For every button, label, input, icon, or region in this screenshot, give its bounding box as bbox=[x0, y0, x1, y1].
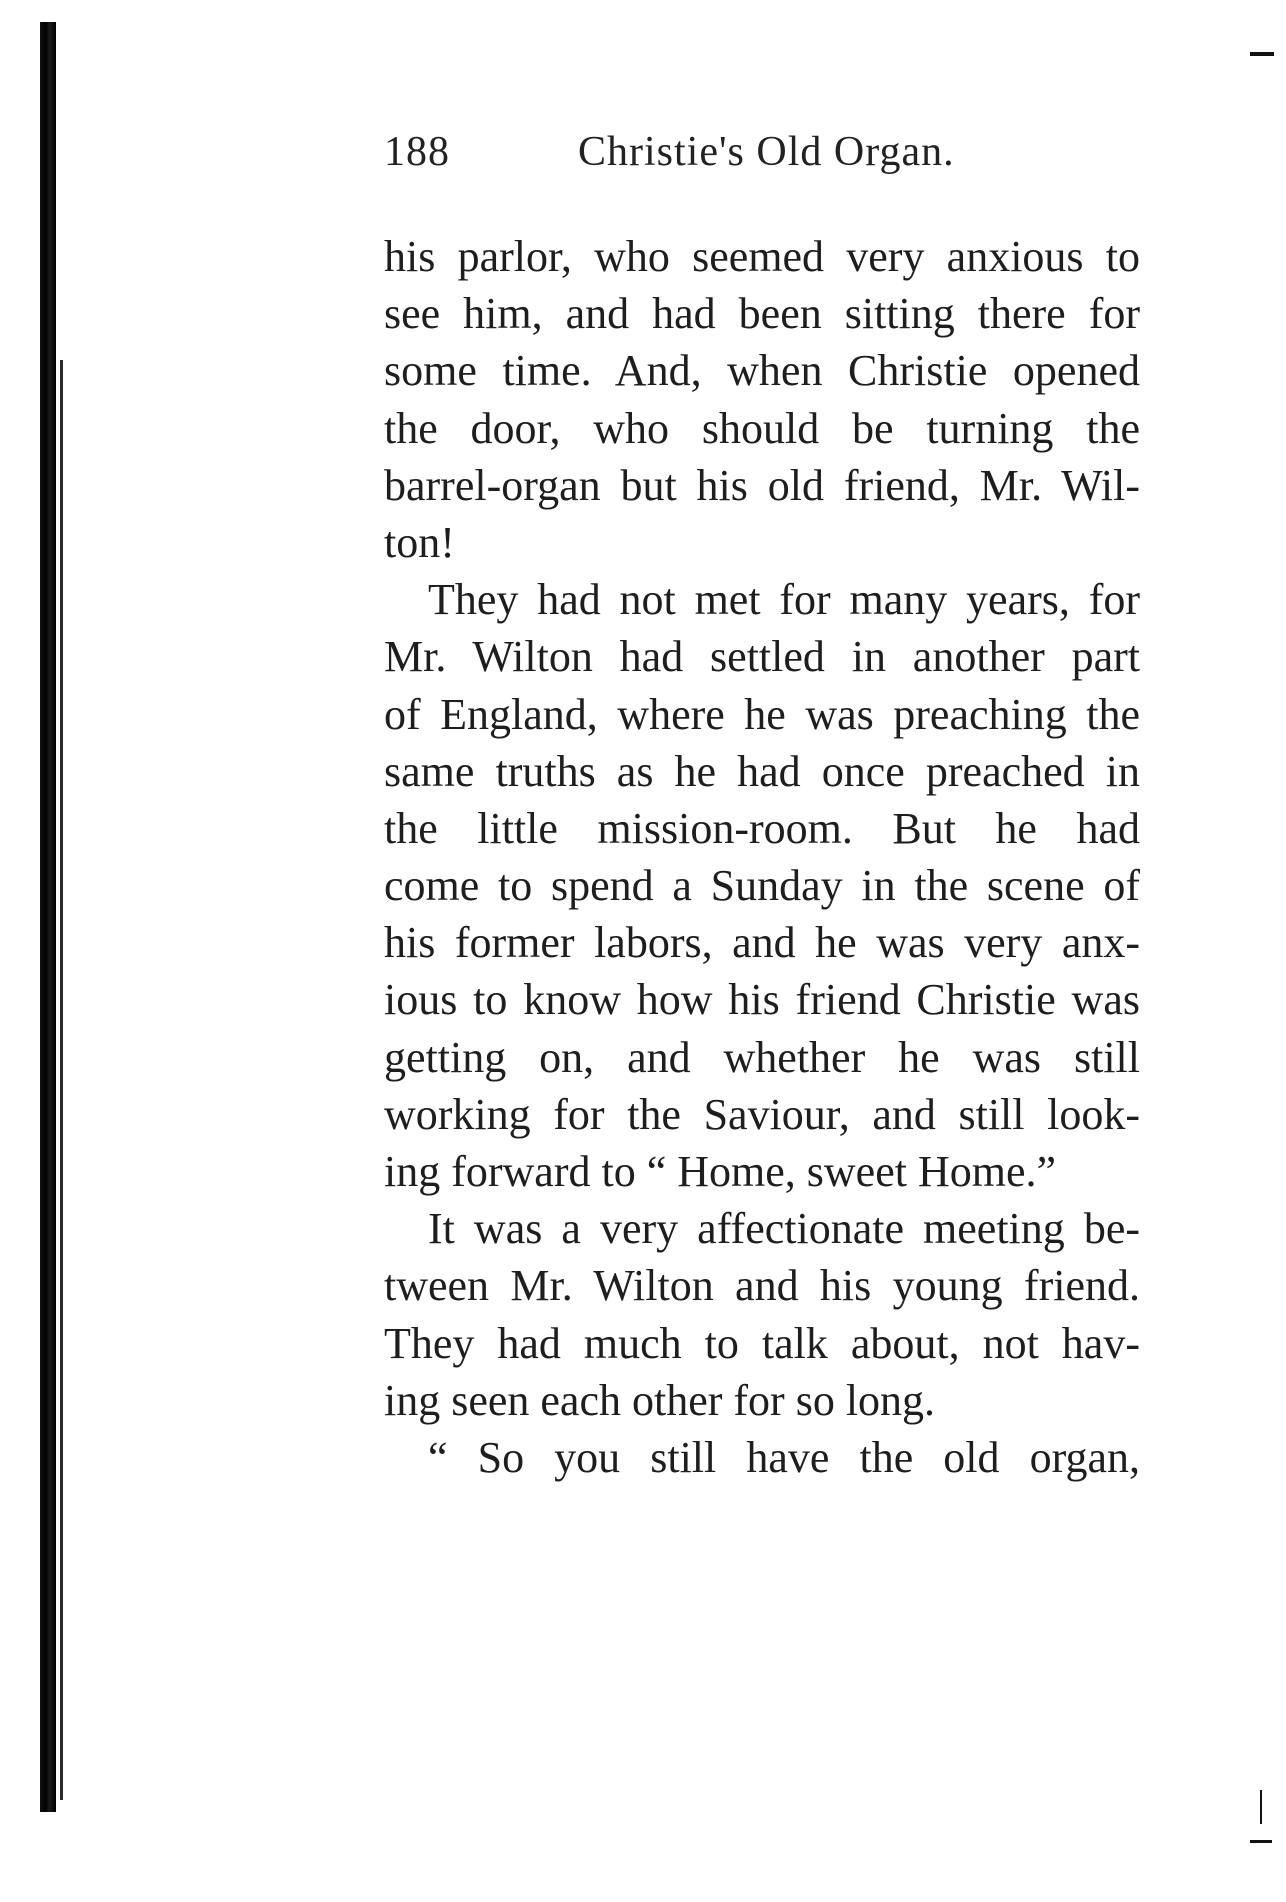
text-line: They had not met for many years, for bbox=[428, 575, 1140, 625]
text-line: Mr. Wilton had settled in another part bbox=[384, 632, 1140, 682]
text-line: ing forward to “ Home, sweet Home.” bbox=[384, 1147, 1057, 1196]
text-line: some time. And, when Christie opened bbox=[384, 346, 1140, 396]
page-number: 188 bbox=[384, 129, 450, 175]
text-line: ton! bbox=[384, 517, 455, 567]
text-line: the door, who should be turning the bbox=[384, 403, 1140, 453]
text-line: ing seen each other for so long. bbox=[384, 1375, 936, 1425]
text-line: “ So you still have the old organ, bbox=[428, 1432, 1140, 1482]
text-line: see him, and had been sitting there for bbox=[384, 289, 1140, 339]
text-line: barrel-organ but his old friend, Mr. Wil- bbox=[384, 460, 1140, 510]
text-line: his parlor, who seemed very anxious to bbox=[384, 232, 1140, 281]
text-line: the little mission-room. But he had bbox=[384, 803, 1140, 853]
scan-mark-bottom-right-dash bbox=[1250, 1840, 1272, 1843]
text-line: same truths as he had once preached in bbox=[384, 746, 1140, 796]
text-line: tween Mr. Wilton and his young friend. bbox=[384, 1261, 1140, 1311]
text-line: of England, where he was preaching the bbox=[384, 689, 1140, 739]
body-text bbox=[384, 228, 1140, 1486]
binding-edge-shadow bbox=[60, 360, 63, 1800]
text-line: It was a very affectionate meeting be- bbox=[428, 1204, 1140, 1254]
running-title: Christie's Old Organ. bbox=[578, 129, 955, 175]
text-line: working for the Saviour, and still look- bbox=[384, 1089, 1140, 1139]
scan-mark-bottom-right bbox=[1260, 1790, 1262, 1824]
scan-mark-top-right bbox=[1250, 52, 1274, 56]
text-line: his former labors, and he was very anx- bbox=[384, 918, 1140, 968]
text-line: ious to know how his friend Christie was bbox=[384, 975, 1140, 1025]
binding-edge bbox=[40, 22, 56, 1812]
page-header bbox=[384, 124, 1144, 180]
text-line: come to spend a Sunday in the scene of bbox=[384, 861, 1140, 911]
text-line: They had much to talk about, not hav- bbox=[384, 1318, 1140, 1368]
text-line: getting on, and whether he was still bbox=[384, 1032, 1140, 1082]
